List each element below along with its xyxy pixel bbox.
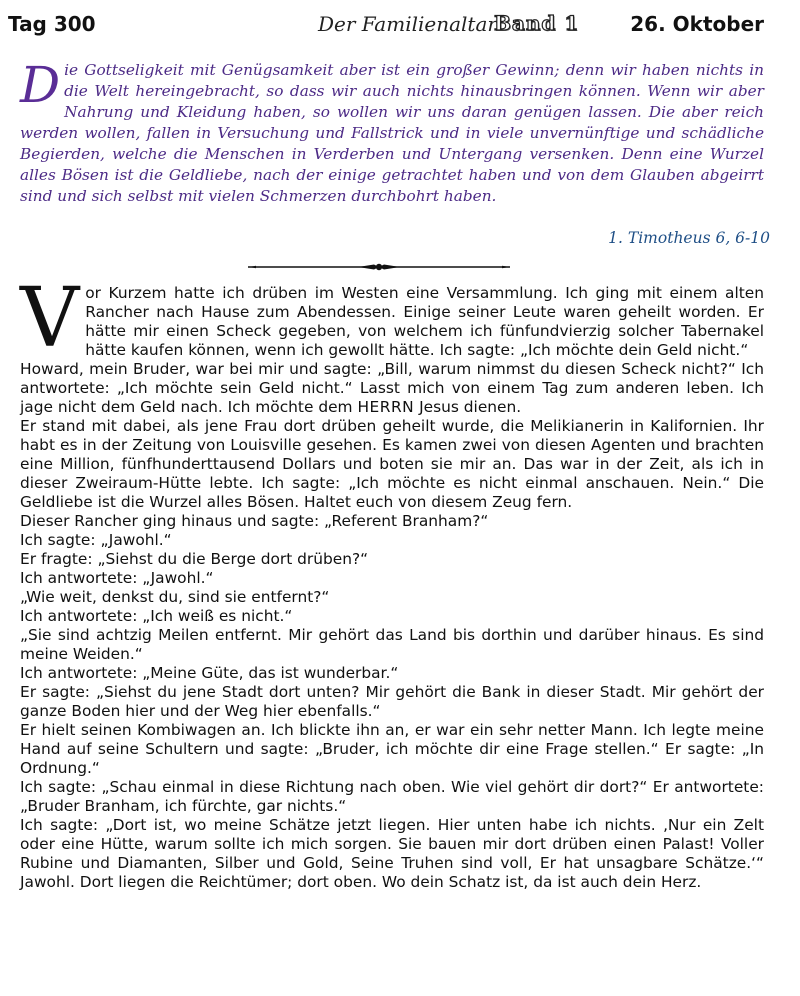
paragraph: „Sie sind achtzig Meilen entfernt. Mir gehört das Land bis dorthin und darüber hinaus. Es sind meine Weiden.“: [20, 626, 764, 663]
page-header: [0, 0, 800, 44]
verse-drop-cap: D: [20, 56, 61, 114]
paragraph: Ich sagte: „Jawohl.“: [20, 531, 172, 549]
volume-label: Band 1: [494, 11, 580, 35]
devotional-body: [20, 271, 764, 892]
body-drop-cap: V: [20, 271, 80, 366]
paragraph: Ich sagte: „Dort ist, wo meine Schätze jetzt liegen. Hier unten habe ich nichts. ‚Nur ein Zelt oder eine Hütte, warum sollte ich mich sorgen. Sie bauen mir dort drüben einen Palast! Voller Rubine und Diamanten, Silber und Gold, Seine Truhen sind voll, Er hat unsagbare Schätze.‘“ Jawohl. Dort liegen die Reichtümer; dort oben. Wo dein Schatz ist, da ist auch dein Herz.: [20, 816, 764, 891]
date-label: 26. Oktober: [630, 12, 764, 36]
paragraph: Er fragte: „Siehst du die Berge dort drüben?“: [20, 550, 369, 568]
paragraph: Er stand mit dabei, als jene Frau dort drüben geheilt wurde, die Melikianerin in Kalifornien. Ihr habt es in der Zeitung von Louisville gesehen. Es kamen zwei von diesen Agenten und brachten eine Million, fünfhunderttausend Dollars und boten sie mir an. Das war in der Zeit, als ich in dieser Zweiraum-Hütte lebte. Ich sagte: „Ich möchte es nicht einmal anschauen. Nein.“ Die Geldliebe ist die Wurzel alles Bösen. Haltet euch von diesem Zeug fern.: [20, 417, 764, 511]
paragraph-text: Jesus dienen.: [419, 398, 522, 416]
ornamental-divider: [248, 262, 510, 272]
paragraph-text: or Kurzem hatte ich drüben im Westen eine Versammlung. Ich ging mit einem alten Rancher nach Hause zum Abendessen. Einige seiner Leute waren geheilt worden. Er hätte mir einen Scheck gegeben, von welchem ich fünfundvierzig solcher Tabernakel hätte kaufen können, wenn ich gewollt hätte. Ich sagte: „Ich möchte dein Geld nicht.“: [85, 284, 764, 359]
paragraph: Ich antwortete: „Meine Güte, das ist wunderbar.“: [20, 664, 399, 682]
verse-reference: 1. Timotheus 6, 6-10: [608, 229, 770, 247]
paragraph: Er sagte: „Siehst du jene Stadt dort unten? Mir gehört die Bank in dieser Stadt. Mir gehört der ganze Boden hier und der Weg hier ebenfalls.“: [20, 683, 764, 720]
paragraph: Ich antwortete: „Ich weiß es nicht.“: [20, 607, 293, 625]
publication-title: Der Familienaltar: [318, 12, 497, 36]
paragraph: Er hielt seinen Kombiwagen an. Ich blickte ihn an, er war ein sehr netter Mann. Ich legte meine Hand auf seine Schultern und sagte: „Bruder, ich möchte dir eine Frage stellen.“ Er sagte: „In Ordnung.“: [20, 721, 764, 777]
paragraph: Ich antwortete: „Jawohl.“: [20, 569, 214, 587]
verse-text: ie Gottseligkeit mit Genügsamkeit aber ist ein großer Gewinn; denn wir haben nichts in die Welt hereingebracht, so dass wir auch nichts hinausbringen können. Wenn wir aber Nahrung und Kleidung haben, so wollen wir uns daran genügen lassen. Die aber reich werden wollen, fallen in Versuchung und Fallstrick und in viele unvernünftige und schädliche Begierden, welche die Menschen in Verderben und Untergang versenken. Denn eine Wurzel alles Bösen ist die Geldliebe, nach der einige getrachtet haben und von dem Glauben abgeirrt sind und sich selbst mit vielen Schmerzen durchbohrt haben.: [20, 61, 764, 205]
paragraph: [20, 271, 764, 366]
day-number: Tag 300: [8, 12, 96, 36]
paragraph-text: Howard, mein Bruder, war bei mir und sagte: „Bill, warum nimmst du diesen Scheck nicht?“ Ich antwortete: „Ich möchte sein Geld nicht.“ Lasst mich von einem Tag zum anderen leben. Ich jage nicht dem Geld nach. Ich möchte dem: [20, 360, 764, 416]
scripture-verse: [20, 56, 764, 207]
lord-smallcaps: HERRN: [357, 398, 415, 416]
paragraph: Ich sagte: „Schau einmal in diese Richtung nach oben. Wie viel gehört dir dort?“ Er antwortete: „Bruder Branham, ich fürchte, gar nichts.“: [20, 778, 764, 815]
paragraph: Dieser Rancher ging hinaus und sagte: „Referent Branham?“: [20, 512, 489, 530]
paragraph: „Wie weit, denkst du, sind sie entfernt?“: [20, 588, 330, 606]
paragraph: [20, 360, 764, 417]
